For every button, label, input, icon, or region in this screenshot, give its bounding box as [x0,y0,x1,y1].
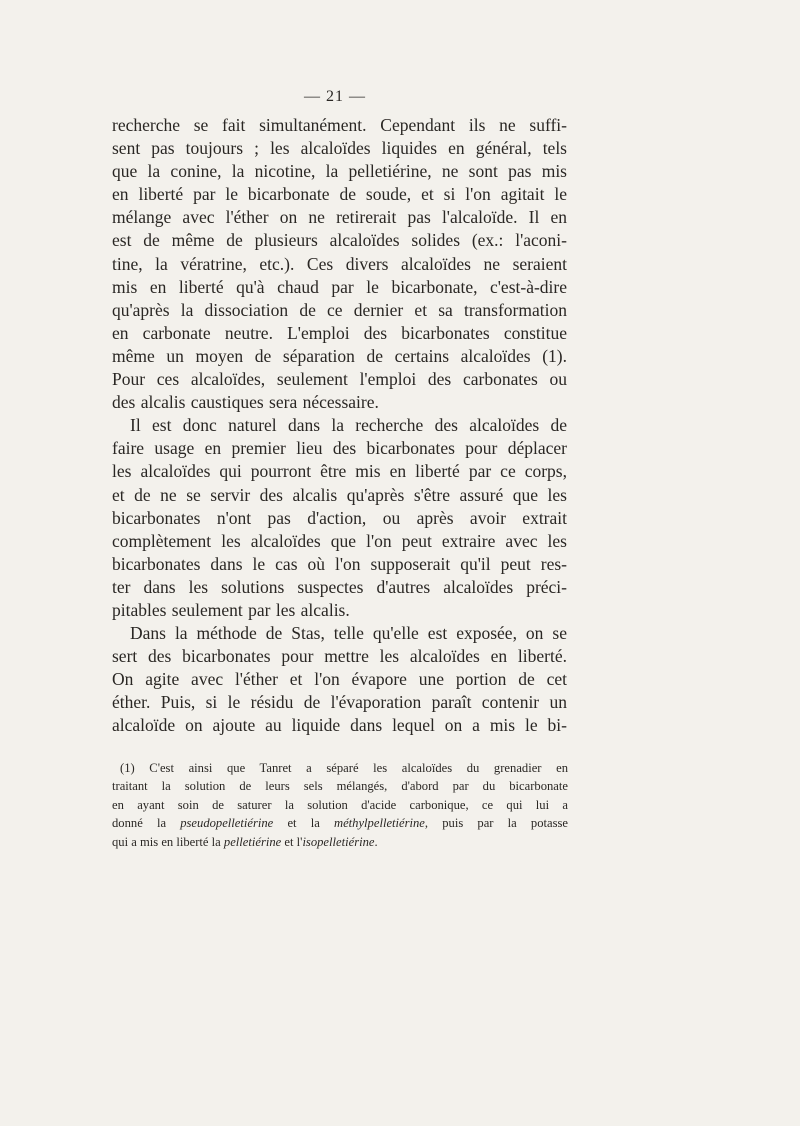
text-line: bicarbonates dans le cas où l'on supposerait qu'il peut res- [112,553,567,574]
text-line: qu'après la dissociation de ce dernier et sa transformation [112,299,567,320]
footnote-line: (1) C'est ainsi que Tanret a séparé les alcaloïdes du grenadier en [120,761,568,775]
text-line: les alcaloïdes qui pourront être mis en liberté par ce corps, [112,461,567,482]
text-line: est de même de plusieurs alcaloïdes solides (ex.: l'aconi- [112,230,567,251]
text-line: sent pas toujours ; les alcaloïdes liquides en général, tels [112,138,567,159]
body-text [112,114,567,738]
text-line: pitables seulement par les alcalis. [112,599,350,620]
text-line: en carbonate neutre. L'emploi des bicarbonates constitue [112,322,567,343]
footnote-italic-term: isopelletiérine [302,834,375,849]
page-number: — 21 — [304,88,366,105]
footnote-line: traitant la solution de leurs sels mélangés, d'abord par du bicarbonate [112,779,568,794]
footnote [112,759,568,851]
text-line: tine, la vératrine, etc.). Ces divers alcaloïdes ne seraient [112,253,567,274]
text-line: Dans la méthode de Stas, telle qu'elle est exposée, on se [130,623,567,644]
text-line: alcaloïde on ajoute au liquide dans lequel on a mis le bi- [112,715,567,736]
text-line: complètement les alcaloïdes que l'on peut extraire avec les [112,530,567,551]
footnote-italic-term: méthylpelletiérine [333,816,425,831]
text-line: faire usage en premier lieu des bicarbonates pour déplacer [112,438,567,459]
text-line: sert des bicarbonates pour mettre les alcaloïdes en liberté. [112,646,567,667]
text-line: des alcalis caustiques sera nécessaire. [112,392,379,413]
text-line: bicarbonates n'ont pas d'action, ou après avoir extrait [112,507,567,528]
text-line: ter dans les solutions suspectes d'autres alcaloïdes préci- [112,576,567,597]
footnote-line: en ayant soin de saturer la solution d'acide carbonique, ce qui lui a [112,797,568,812]
footnote-line: donné la pseudopelletiérine et la méthylpelletiérine, puis par la potasse [112,816,569,831]
text-line: éther. Puis, si le résidu de l'évaporation paraît contenir un [112,692,567,713]
text-line: recherche se fait simultanément. Cependant ils ne suffi- [112,115,567,135]
text-line: Il est donc naturel dans la recherche des alcaloïdes de [130,415,567,436]
footnote-line: qui a mis en liberté la pelletiérine et l'isopelletiérine. [112,834,378,849]
text-line: en liberté par le bicarbonate de soude, et si l'on agitait le [112,184,567,205]
text-line: mis en liberté qu'à chaud par le bicarbonate, c'est-à-dire [112,276,567,297]
text-line: même un moyen de séparation de certains alcaloïdes (1). [112,345,567,366]
text-line: On agite avec l'éther et l'on évapore une portion de cet [112,669,567,690]
text-line: Pour ces alcaloïdes, seulement l'emploi des carbonates ou [112,369,567,390]
text-line: et de ne se servir des alcalis qu'après s'être assuré que les [112,484,567,505]
text-line: mélange avec l'éther on ne retirerait pas l'alcaloïde. Il en [112,207,567,228]
footnote-italic-term: pelletiérine [223,834,282,849]
footnote-italic-term: pseudopelletiérine [180,816,274,831]
text-line: que la conine, la nicotine, la pelletiérine, ne sont pas mis [112,161,567,182]
